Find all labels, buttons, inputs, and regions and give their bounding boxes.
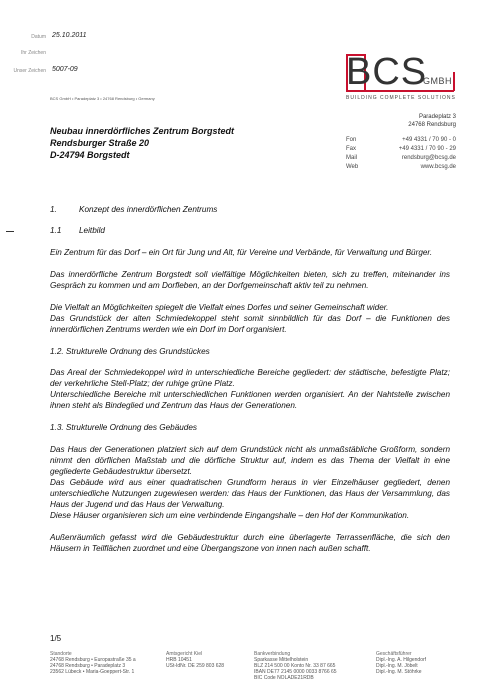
- recipient-line-2: Rendsburger Straße 20: [50, 138, 150, 148]
- company-address-line-2: 24768 Rendsburg: [408, 122, 456, 128]
- paragraph-2: Das innerdörfliche Zentrum Borgstedt soll vielfältige Möglichkeiten bieten, sich zu treffen, miteinander ins Gespräch zu kommen und am Dorfleben, an der Dorfgemeinschaft aktiv teil zu nehmen.: [50, 270, 450, 290]
- page-number: 1/5: [50, 634, 62, 643]
- footer-locations: [50, 651, 160, 675]
- contact-mail-label: Mail: [346, 155, 358, 161]
- fold-mark: [6, 231, 14, 232]
- our-reference-value: 5007-09: [52, 66, 78, 73]
- footer-locations-heading: Standorte: [50, 651, 72, 657]
- contact-fon-label: Fon: [346, 137, 357, 143]
- footer-locations-line: 24768 Rendsburg • Europastraße 35 a: [50, 657, 136, 663]
- paragraph-7: Das Haus der Generationen platziert sich auf dem Grundstück nicht als unmaßstäbliche Großform, sondern nimmt den dörflichen Maßstab und die dörfliche Struktur auf, indem es das Thema der Vielfalt in eine gegliederte Gebäudestruktur übersetzt.: [50, 445, 450, 476]
- section-1-2-heading: 1.2. Strukturelle Ordnung des Grundstückes: [50, 347, 210, 356]
- recipient-line-3: D-24794 Borgstedt: [50, 150, 130, 160]
- section-1-title: Konzept des innerdörflichen Zentrums: [79, 205, 218, 214]
- section-1-3-heading: 1.3. Strukturelle Ordnung des Gebäudes: [50, 423, 198, 432]
- footer-management-line: Dipl.-Ing. A. Hilgendorf: [376, 657, 427, 663]
- reference-label: Ihr Zeichen: [20, 50, 46, 56]
- company-logo: [346, 51, 456, 101]
- footer-bank-line: BIC Code NOLADE21RDB: [254, 675, 314, 681]
- footer-court-line: USt-IdNr. DE 259 803 628: [166, 663, 225, 669]
- contact-mail-value[interactable]: rendsburg@bcsg.de: [401, 155, 456, 161]
- footer-court-heading: Amtsgericht Kiel: [166, 651, 203, 657]
- footer-management-heading: Geschäftsführer: [376, 651, 412, 657]
- section-1-1-title: Leitbild: [79, 226, 105, 235]
- section-1-number: 1.: [50, 205, 57, 214]
- footer-bank: [254, 651, 366, 681]
- footer-court: [166, 651, 246, 669]
- paragraph-4: Das Grundstück der alten Schmiedekoppel steht somit sinnbildlich für das Dorf – die Funktionen des innerdörflichen Zentrums werden wie ein Dorf im Dorf organisiert.: [50, 314, 450, 334]
- section-1-1-number: 1.1: [50, 226, 62, 235]
- our-reference-label: Unser Zeichen: [13, 68, 46, 74]
- logo-tagline: BUILDING COMPLETE SOLUTIONS: [346, 95, 456, 101]
- footer-bank-line: IBAN DE77 2145 0000 0033 8766 65: [254, 669, 337, 675]
- company-address-line-1: Paradeplatz 3: [418, 114, 456, 120]
- paragraph-3: Die Vielfalt an Möglichkeiten spiegelt die Vielfalt eines Dorfes und seiner Gemeinschaft wider.: [50, 303, 389, 312]
- paragraph-9: Diese Häuser organisieren sich um eine verbindende Eingangshalle – den Hof der Kommunikation.: [50, 511, 410, 520]
- footer-management-line: Dipl.-Ing. M. Stöhrke: [376, 669, 422, 675]
- paragraph-6: Unterschiedliche Bereiche mit unterschiedlichen Funktionen werden organisiert. An der Nahtstelle zwischen ihnen steht als Bindeglied und Zentrum das Haus der Generationen.: [50, 390, 450, 410]
- footer-management-line: Dipl.-Ing. M. Jöbelt: [376, 663, 418, 669]
- paragraph-8: Das Gebäude wird aus einer quadratischen Grundform heraus in vier Einzelhäuser gegliedert, denen unterschiedliche Nutzungen zugewiesen werden: das Haus der Funktionen, das Haus der Versammlung, das Haus der Jugend und das Haus der Verwaltung.: [50, 478, 450, 509]
- paragraph-5: Das Areal der Schmiedekoppel wird in unterschiedliche Bereiche gegliedert: der städtische, befestigte Platz; der verkehrliche Stell-Platz; der ruhige grüne Platz.: [50, 368, 450, 388]
- footer-bank-line: Sparkasse Mittelholstein: [254, 657, 309, 663]
- footer-bank-heading: Bankverbindung: [254, 651, 291, 657]
- footer-management: [376, 651, 466, 675]
- sender-line: BCS GmbH • Paradeplatz 3 • 24768 Rendsburg • Germany: [50, 96, 155, 101]
- contact-fon-value: +49 4331 / 70 90 - 0: [402, 137, 456, 143]
- footer-court-line: HRB 10451: [166, 657, 192, 663]
- paragraph-1: Ein Zentrum für das Dorf – ein Ort für Jung und Alt, für Vereine und Verbände, für Verwaltung und Bürger.: [50, 248, 433, 257]
- paragraph-10: Außenräumlich gefasst wird die Gebäudestruktur durch eine überlagerte Terrassenfläche, die sich den Häusern in Teilflächen zuordnet und eine Übergangszone von innen nach außen schafft.: [50, 533, 450, 553]
- contact-fax-value: +49 4331 / 70 90 - 29: [398, 146, 456, 152]
- logo-suffix: GMBH: [423, 76, 452, 86]
- contact-web-value[interactable]: www.bcsg.de: [420, 164, 456, 170]
- footer-locations-line: 23562 Lübeck • Maria-Goeppert-Str. 1: [50, 669, 135, 675]
- date-label: Datum: [31, 34, 46, 40]
- footer-bank-line: BLZ 214 500 00 Konto Nr. 33 87 665: [254, 663, 336, 669]
- contact-web-label: Web: [346, 164, 359, 170]
- recipient-line-1: Neubau innerdörfliches Zentrum Borgstedt: [50, 126, 235, 136]
- footer-locations-line: 24768 Rendsburg • Paradeplatz 3: [50, 663, 126, 669]
- logo-text: BCS: [346, 51, 428, 93]
- date-value: 25.10.2011: [52, 32, 87, 39]
- contact-fax-label: Fax: [346, 146, 357, 152]
